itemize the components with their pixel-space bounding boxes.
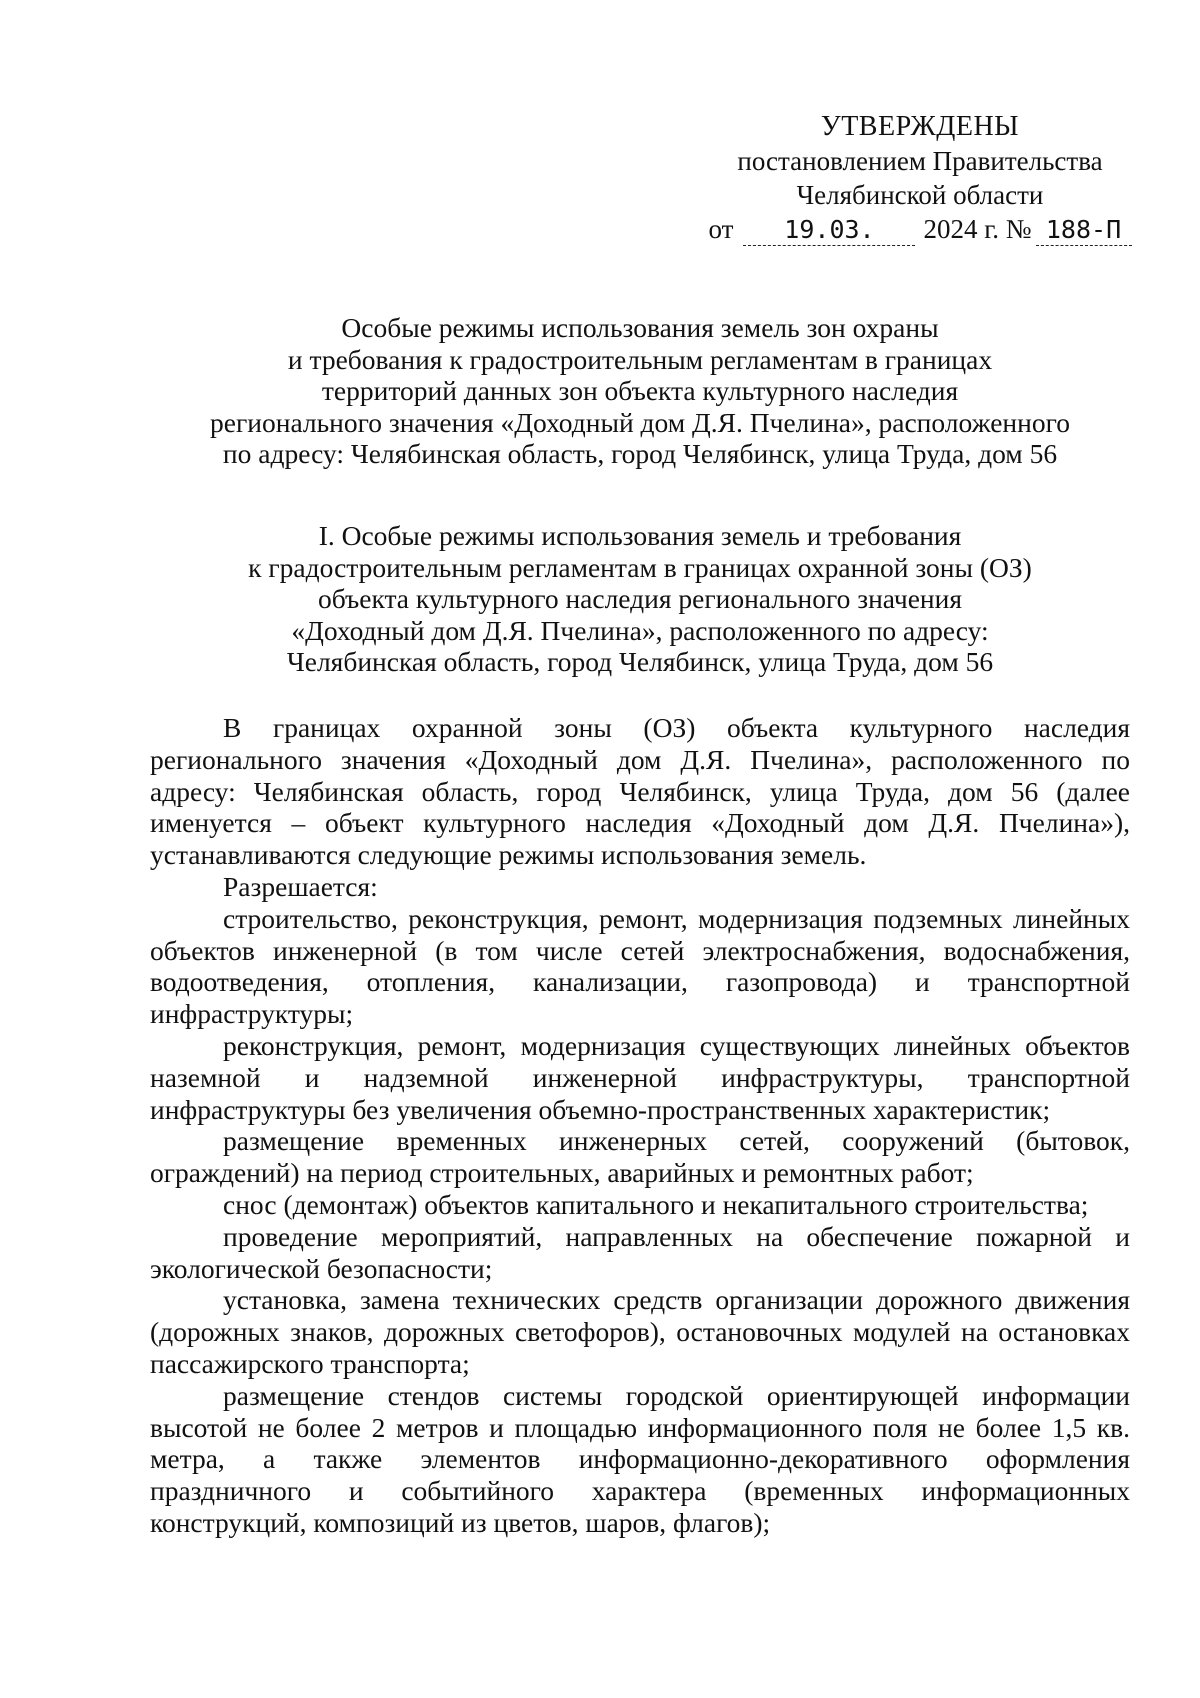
title-line: регионального значения «Доходный дом Д.Я. Пчелина», расположенного bbox=[210, 406, 1070, 438]
section-title-line: I. Особые режимы использования земель и требования bbox=[318, 520, 962, 551]
year-text: 2024 г. № bbox=[923, 214, 1032, 244]
section-title-line: Челябинская область, город Челябинск, улица Труда, дом 56 bbox=[286, 646, 994, 677]
intro-paragraph: В границах охранной зоны (ОЗ) объекта культурного наследия регионального значения «Доходный дом Д.Я. Пчелина», расположенного по адресу: Челябинская область, город Челябинск, улица Труда, дом 56 (далее именуется – объект культурного наследия «Доходный дом Д.Я. Пчелина»), устанавливаются следующие режимы использования земель. bbox=[150, 712, 1130, 871]
section-title-line: к градостроительным регламентам в границах охранной зоны (ОЗ) bbox=[248, 551, 1032, 583]
approval-date: 19.03. bbox=[743, 215, 915, 246]
list-item: размещение стендов системы городской ориентирующей информации высотой не более 2 метров и площадью информационного поля не более 1,5 кв. метра, а также элементов информационно-декоративного оформления праздничного и событийного характера (временных информационных конструкций, композиций из цветов, шаров, флагов); bbox=[150, 1379, 1130, 1538]
allowed-heading: Разрешается: bbox=[223, 870, 378, 902]
approval-line-1: постановлением Правительства bbox=[737, 146, 1103, 176]
section-title bbox=[150, 520, 1130, 678]
list-item: снос (демонтаж) объектов капитального и некапитального строительства; bbox=[223, 1188, 1089, 1220]
approval-line-2: Челябинской области bbox=[796, 180, 1044, 210]
list-item: установка, замена технических средств организации дорожного движения (дорожных знаков, дорожных светофоров), остановочных модулей на остановках пассажирского транспорта; bbox=[150, 1284, 1130, 1379]
title-line: по адресу: Челябинская область, город Челябинск, улица Труда, дом 56 bbox=[222, 438, 1058, 469]
list-item: реконструкция, ремонт, модернизация существующих линейных объектов наземной и надземной инженерной инфраструктуры, транспортной инфраструктуры без увеличения объемно-пространственных характеристик; bbox=[150, 1029, 1130, 1125]
document-body bbox=[150, 712, 1130, 1539]
section-title-line: объекта культурного наследия регионального значения bbox=[317, 583, 963, 614]
approval-block bbox=[700, 110, 1140, 246]
approval-date-line bbox=[700, 212, 1140, 246]
title-line: территорий данных зон объекта культурного наследия bbox=[321, 375, 959, 406]
approval-title: УТВЕРЖДЕНЫ bbox=[820, 111, 1020, 142]
date-prefix: от bbox=[708, 214, 734, 244]
list-item: проведение мероприятий, направленных на обеспечение пожарной и экологической безопасности; bbox=[150, 1220, 1130, 1284]
title-line: и требования к градостроительным регламентам в границах bbox=[287, 343, 993, 375]
list-item: размещение временных инженерных сетей, сооружений (бытовок, ограждений) на период строительных, аварийных и ремонтных работ; bbox=[150, 1125, 1130, 1189]
section-title-line: «Доходный дом Д.Я. Пчелина», расположенного по адресу: bbox=[291, 614, 989, 646]
list-item: строительство, реконструкция, ремонт, модернизация подземных линейных объектов инженерной (в том числе сетей электроснабжения, водоснабжения, водоотведения, отопления, канализации, газопровода) и транспортной инфраструктуры; bbox=[150, 902, 1130, 1030]
resolution-number: 188-П bbox=[1036, 215, 1132, 246]
title-line: Особые режимы использования земель зон охраны bbox=[341, 312, 939, 343]
document-title bbox=[150, 312, 1130, 470]
